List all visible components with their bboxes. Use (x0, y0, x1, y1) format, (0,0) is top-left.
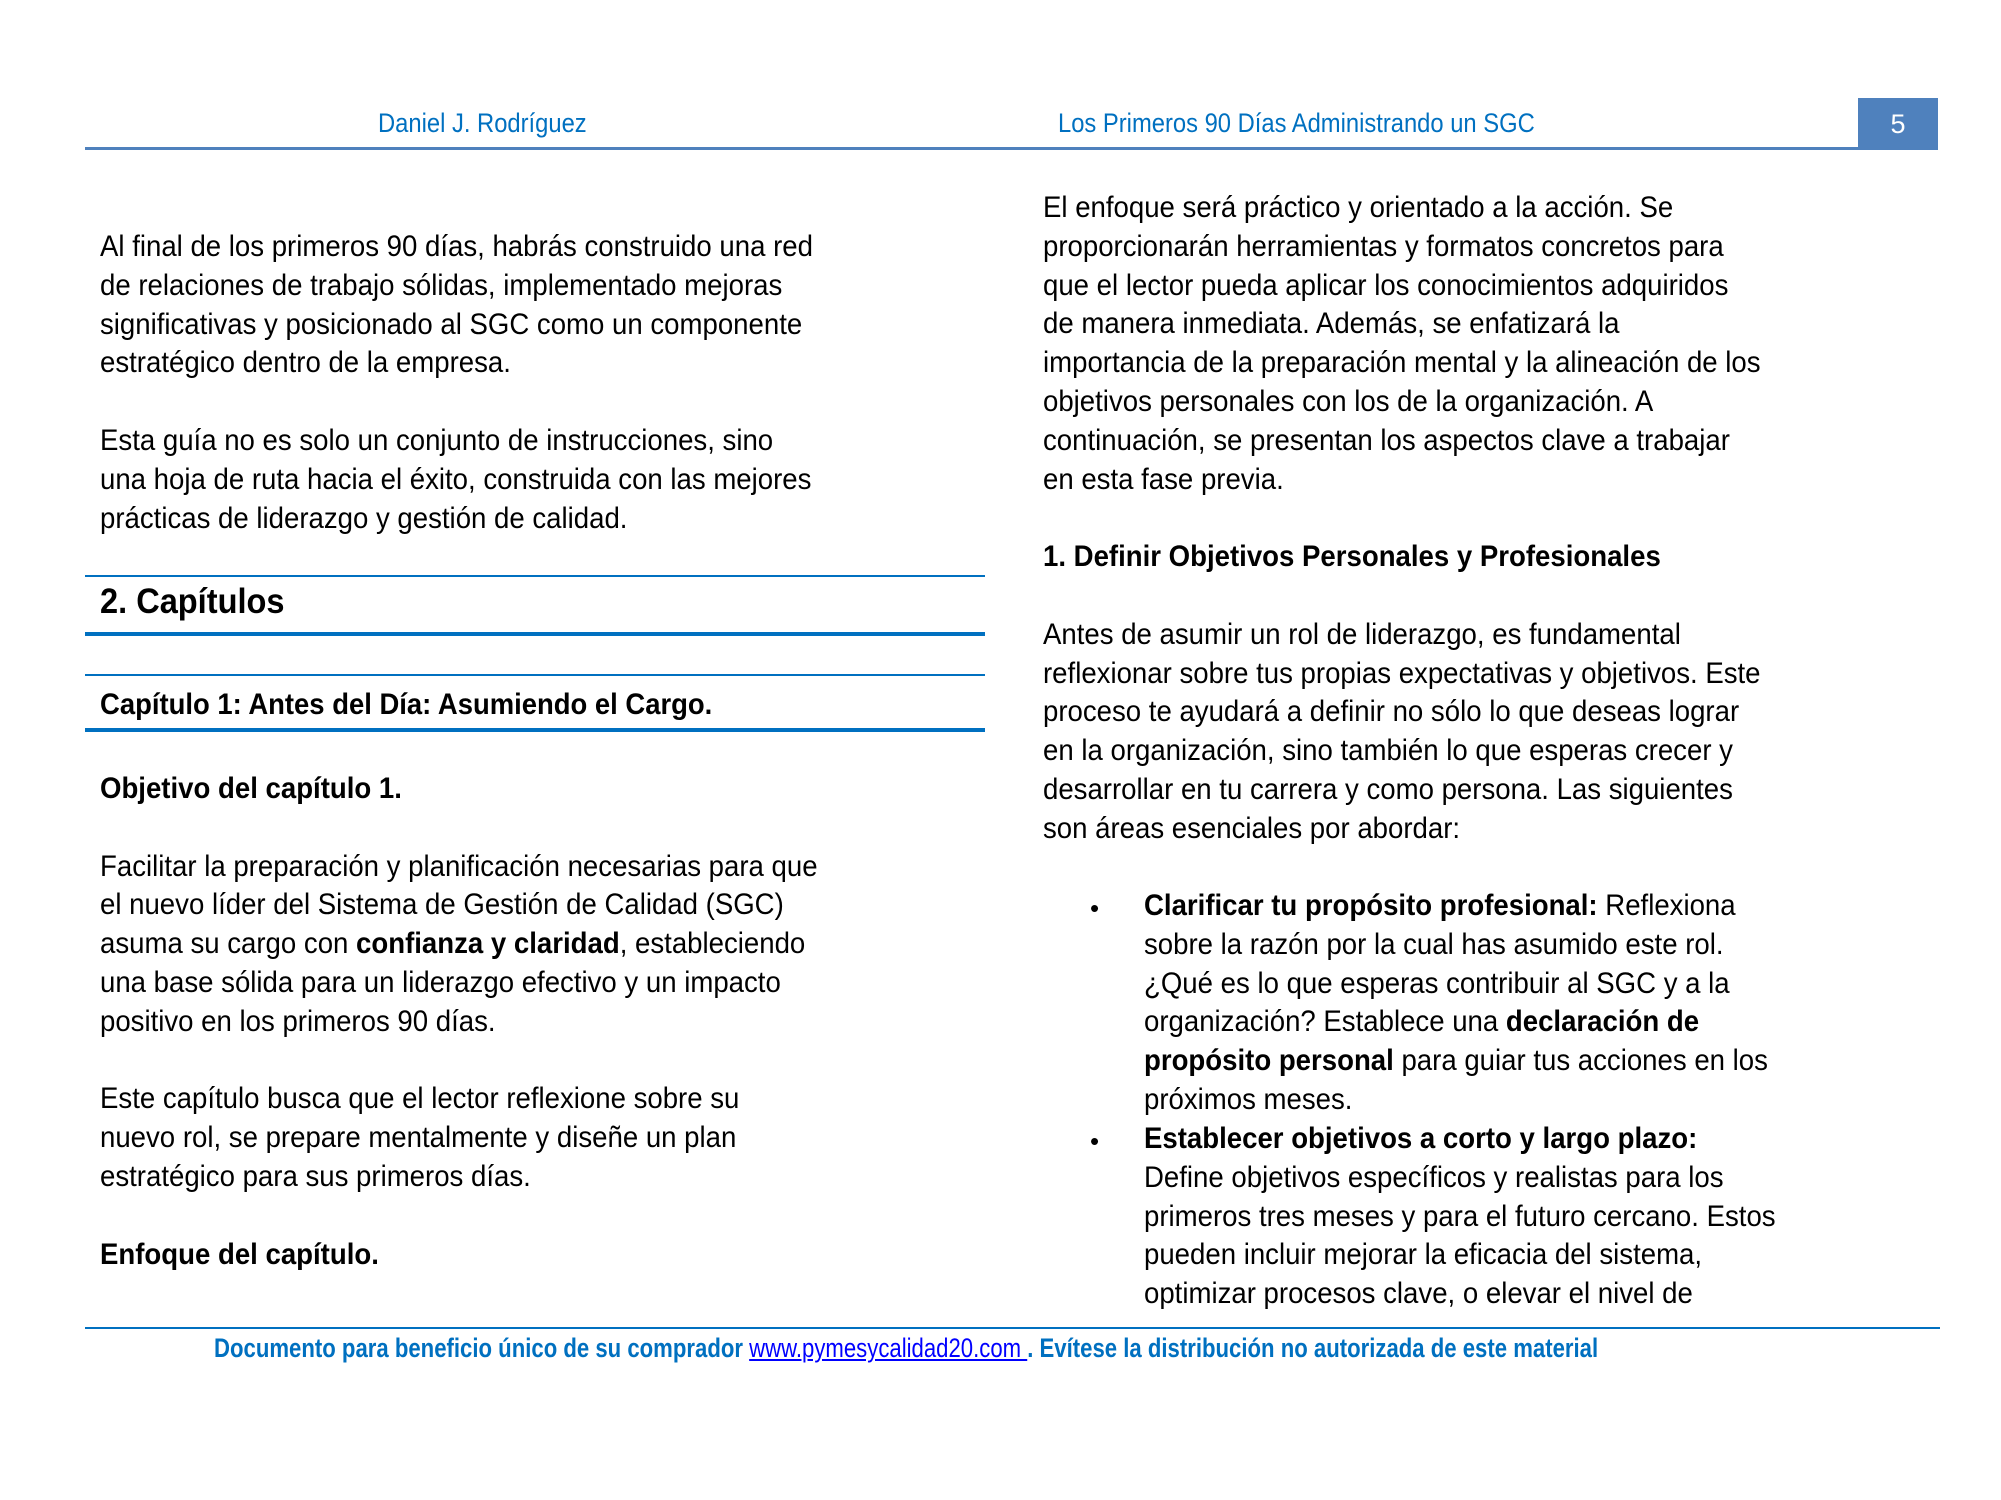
bullet-icon: • (1090, 1126, 1100, 1156)
text-line: Clarificar tu propósito profesional: Reflexiona (1144, 889, 1736, 922)
bullet-icon: • (1090, 893, 1100, 923)
chapter-rule-top (85, 674, 985, 676)
text-line: continuación, se presentan los aspectos clave a trabajar (1043, 423, 1730, 457)
section-rule-top (85, 575, 985, 577)
paragraph (100, 228, 863, 383)
text-line: organización? Establece una declaración de (1144, 1005, 1700, 1039)
text-line: optimizar procesos clave, o elevar el nivel de (1144, 1277, 1693, 1311)
text-line: en esta fase previa. (1043, 462, 1284, 496)
paragraph (100, 1080, 867, 1196)
paragraph (1043, 616, 1810, 849)
page-number-badge (1858, 98, 1938, 150)
text-line: primeros tres meses y para el futuro cercano. Estos (1144, 1199, 1776, 1233)
chapter-heading: Capítulo 1: Antes del Día: Asumiendo el Cargo. (100, 688, 713, 721)
text-line: Este capítulo busca que el lector reflexione sobre su (100, 1082, 740, 1116)
paragraph (100, 848, 867, 1042)
paragraph (1043, 189, 1810, 499)
text-line: reflexionar sobre tus propias expectativas y objetivos. Este (1043, 656, 1761, 690)
text-line: en la organización, sino también lo que esperas crecer y (1043, 734, 1733, 768)
left-column-intro (100, 228, 863, 538)
text-line: pueden incluir mejorar la eficacia del sistema, (1144, 1238, 1703, 1272)
text-line: Define objetivos específicos y realistas para los (1144, 1160, 1724, 1194)
text-line: son áreas esenciales por abordar: (1043, 811, 1461, 845)
section-rule-bottom (85, 632, 985, 636)
text-line: sobre la razón por la cual has asumido este rol. (1144, 927, 1724, 961)
text-line: proporcionarán herramientas y formatos concretos para (1043, 229, 1724, 263)
text-line: El enfoque será práctico y orientado a la acción. Se (1043, 191, 1674, 224)
objective-heading: Objetivo del capítulo 1. (100, 772, 402, 805)
text-line: ¿Qué es lo que esperas contribuir al SGC y a la (1144, 966, 1730, 1000)
text-line: positivo en los primeros 90 días. (100, 1004, 496, 1038)
text-line: una base sólida para un liderazgo efectivo y un impacto (100, 965, 781, 999)
text-line: Antes de asumir un rol de liderazgo, es fundamental (1043, 617, 1681, 651)
text-line: desarrollar en tu carrera y como persona. Las siguientes (1043, 772, 1733, 806)
text-line: estratégico para sus primeros días. (100, 1159, 531, 1193)
text-line: asuma su cargo con confianza y claridad, estableciendo (100, 927, 806, 961)
text-line: Al final de los primeros 90 días, habrás construido una red (100, 230, 813, 263)
left-column-chapter (100, 770, 867, 1274)
footer-rule (85, 1327, 1940, 1329)
text-line: prácticas de liderazgo y gestión de calidad. (100, 501, 628, 535)
text-line: Establecer objetivos a corto y largo plazo: (1144, 1122, 1698, 1155)
text-line: el nuevo líder del Sistema de Gestión de Calidad (SGC) (100, 888, 784, 922)
text-line: Esta guía no es solo un conjunto de instrucciones, sino (100, 423, 774, 457)
text-line: de relaciones de trabajo sólidas, implementado mejoras (100, 268, 783, 302)
text-line: una hoja de ruta hacia el éxito, construida con las mejores (100, 462, 812, 496)
text-line: proceso te ayudará a definir no sólo lo que deseas lograr (1043, 695, 1740, 729)
text-line: propósito personal para guiar tus acciones en los (1144, 1044, 1768, 1078)
header-author: Daniel J. Rodríguez (378, 108, 587, 138)
approach-heading: Enfoque del capítulo. (100, 1237, 379, 1271)
header-rule (85, 147, 1860, 150)
footer-link[interactable]: www.pymesycalidad20.com (749, 1333, 1028, 1363)
bullet-item (1144, 1120, 1820, 1314)
text-line: de manera inmediata. Además, se enfatizará la (1043, 307, 1620, 341)
text-line: estratégico dentro de la empresa. (100, 346, 511, 380)
bullet-item (1144, 887, 1811, 1120)
section-heading: 2. Capítulos (100, 582, 285, 621)
paragraph (100, 422, 863, 538)
text-line: objetivos personales con los de la organización. A (1043, 384, 1654, 418)
text-line: Facilitar la preparación y planificación necesarias para que (100, 849, 818, 883)
header-title: Los Primeros 90 Días Administrando un SGC (1058, 108, 1535, 138)
right-column (1043, 189, 1810, 849)
text-line: que el lector pueda aplicar los conocimientos adquiridos (1043, 268, 1729, 302)
page-number: 5 (1890, 108, 1906, 139)
text-line: significativas y posicionado al SGC como un componente (100, 307, 803, 341)
text-line: próximos meses. (1144, 1082, 1353, 1116)
chapter-rule-bottom (85, 728, 985, 732)
subheading: 1. Definir Objetivos Personales y Profesionales (1043, 540, 1661, 574)
footer-notice: Documento para beneficio único de su comprador www.pymesycalidad20.com . Evítese la distribución no autorizada de este material (214, 1333, 1599, 1363)
text-line: importancia de la preparación mental y la alineación de los (1043, 346, 1761, 380)
text-line: nuevo rol, se prepare mentalmente y diseñe un plan (100, 1121, 737, 1155)
